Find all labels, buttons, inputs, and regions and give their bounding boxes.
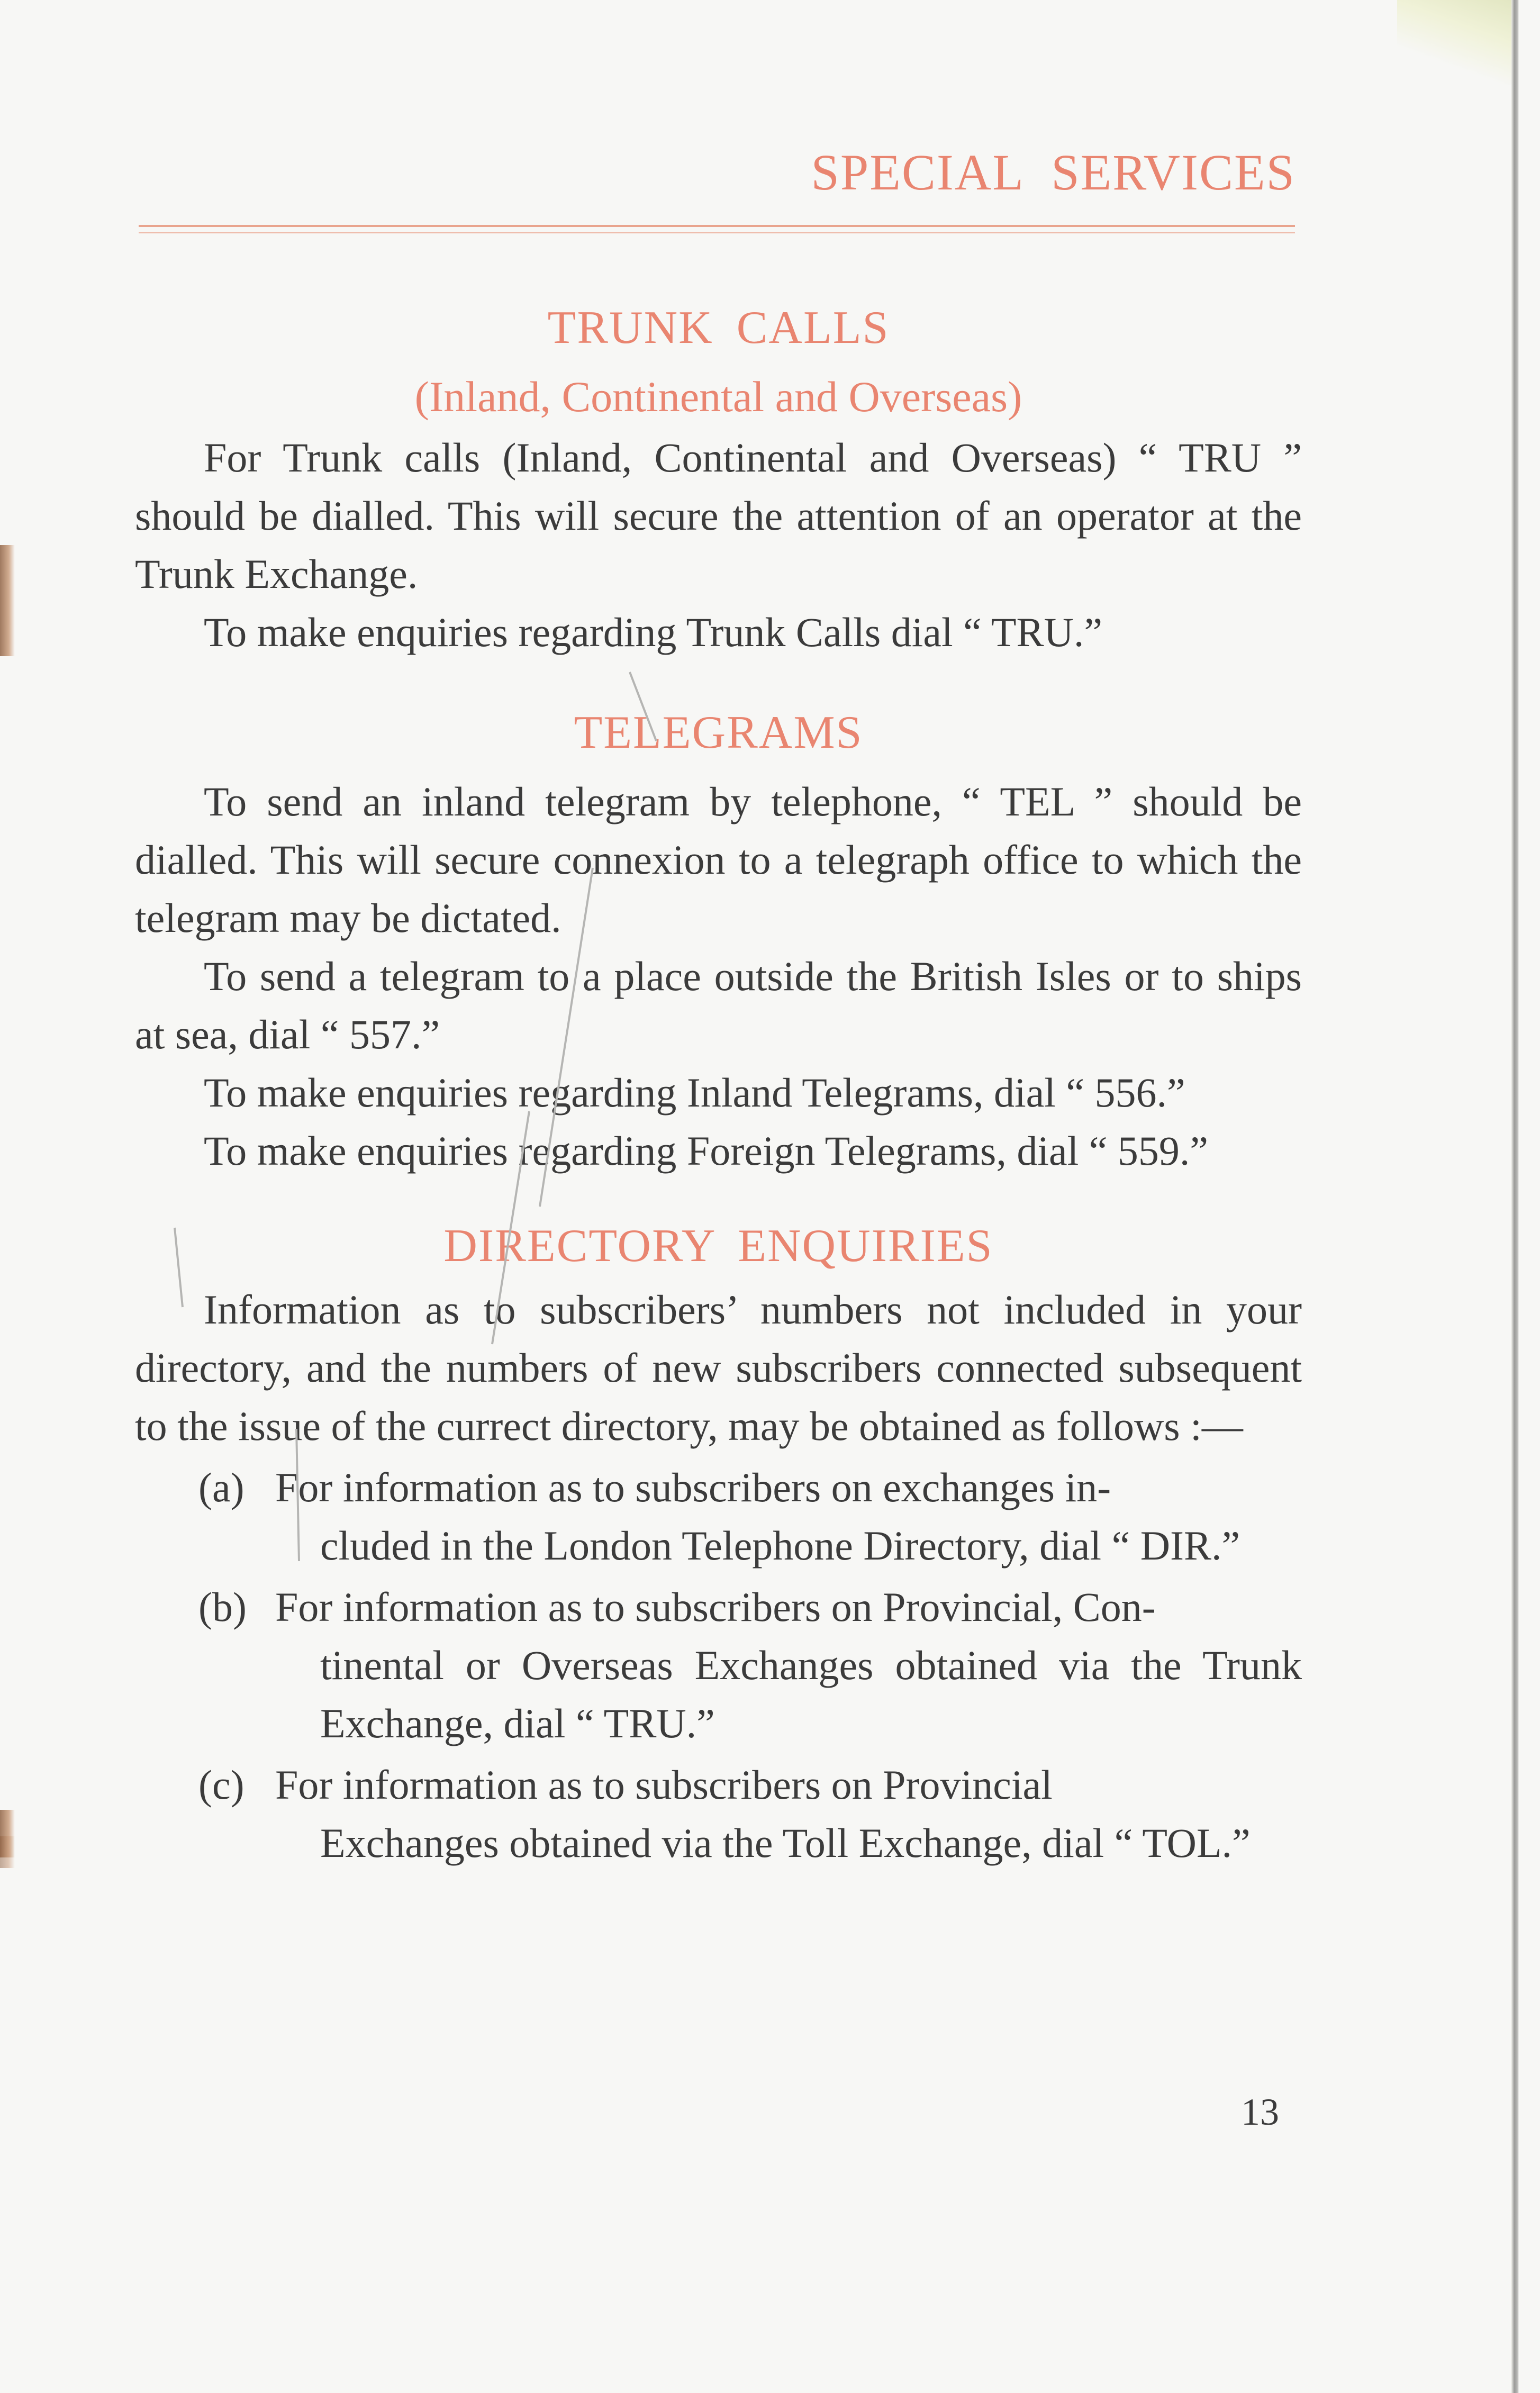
section-trunk-calls xyxy=(135,291,1302,661)
paragraph: To send a telegram to a place outside the British Isles or to ships at sea, dial “ 557.” xyxy=(135,953,1302,1057)
page-number: 13 xyxy=(1241,2091,1279,2133)
section-heading: TRUNK CALLS xyxy=(547,302,890,353)
page-corner-discoloration xyxy=(1397,0,1514,85)
list-item-continuation: Exchanges obtained via the Toll Exchange, dial “ TOL.” xyxy=(320,1820,1251,1866)
list-item xyxy=(135,1578,1302,1753)
list-item-continuation: cluded in the London Telephone Directory, dial “ DIR.” xyxy=(320,1522,1240,1569)
list-item xyxy=(135,1756,1302,1872)
binding-stain xyxy=(0,1836,15,1868)
paragraph: To make enquiries regarding Inland Telegrams, dial “ 556.” xyxy=(204,1069,1185,1116)
section-subheading: (Inland, Continental and Overseas) xyxy=(414,373,1022,421)
paragraph: Information as to subscribers’ numbers not included in your directory, and the numbers of new subscribers connected subsequent to the issue of the currect directory, may be obtained as follows :— xyxy=(135,1286,1302,1449)
list-item-first-line: For information as to subscribers on exchanges in- xyxy=(275,1464,1111,1510)
list-item-continuation: tinental or Overseas Exchanges obtained via the Trunk Exchange, dial “ TRU.” xyxy=(320,1642,1302,1746)
section-heading: TELEGRAMS xyxy=(574,707,863,758)
paragraph: To make enquiries regarding Trunk Calls dial “ TRU.” xyxy=(204,609,1102,655)
section-directory-enquiries xyxy=(135,1217,1302,1872)
header-rule xyxy=(139,232,1295,233)
list-item-first-line: For information as to subscribers on Provincial, Con- xyxy=(275,1584,1156,1630)
binding-stain xyxy=(0,545,15,656)
list-item xyxy=(135,1458,1302,1575)
section-telegrams xyxy=(135,704,1302,1180)
running-head: SPECIAL SERVICES xyxy=(811,144,1296,201)
list-item-text xyxy=(275,1756,1302,1872)
header-rule xyxy=(139,225,1295,227)
list-marker: (c) xyxy=(198,1762,244,1808)
paragraph: For Trunk calls (Inland, Continental and Overseas) “ TRU ” should be dialled. This will secure the attention of an operator at the Trunk Exchange. xyxy=(135,434,1302,597)
paragraph: To send an inland telegram by telephone, “ TEL ” should be dialled. This will secure connexion to a telegraph office to which the telegram may be dictated. xyxy=(135,778,1302,941)
list-marker: (b) xyxy=(198,1584,247,1630)
list-marker: (a) xyxy=(198,1464,244,1510)
list-item-first-line: For information as to subscribers on Provincial xyxy=(275,1762,1053,1808)
paragraph: To make enquiries regarding Foreign Telegrams, dial “ 559.” xyxy=(204,1128,1209,1174)
enquiry-list xyxy=(135,1458,1302,1872)
section-heading: DIRECTORY ENQUIRIES xyxy=(443,1220,993,1272)
page-body xyxy=(135,280,1302,1872)
page-edge xyxy=(1511,0,1519,2393)
list-item-text xyxy=(275,1458,1302,1575)
list-item-text xyxy=(275,1578,1302,1753)
